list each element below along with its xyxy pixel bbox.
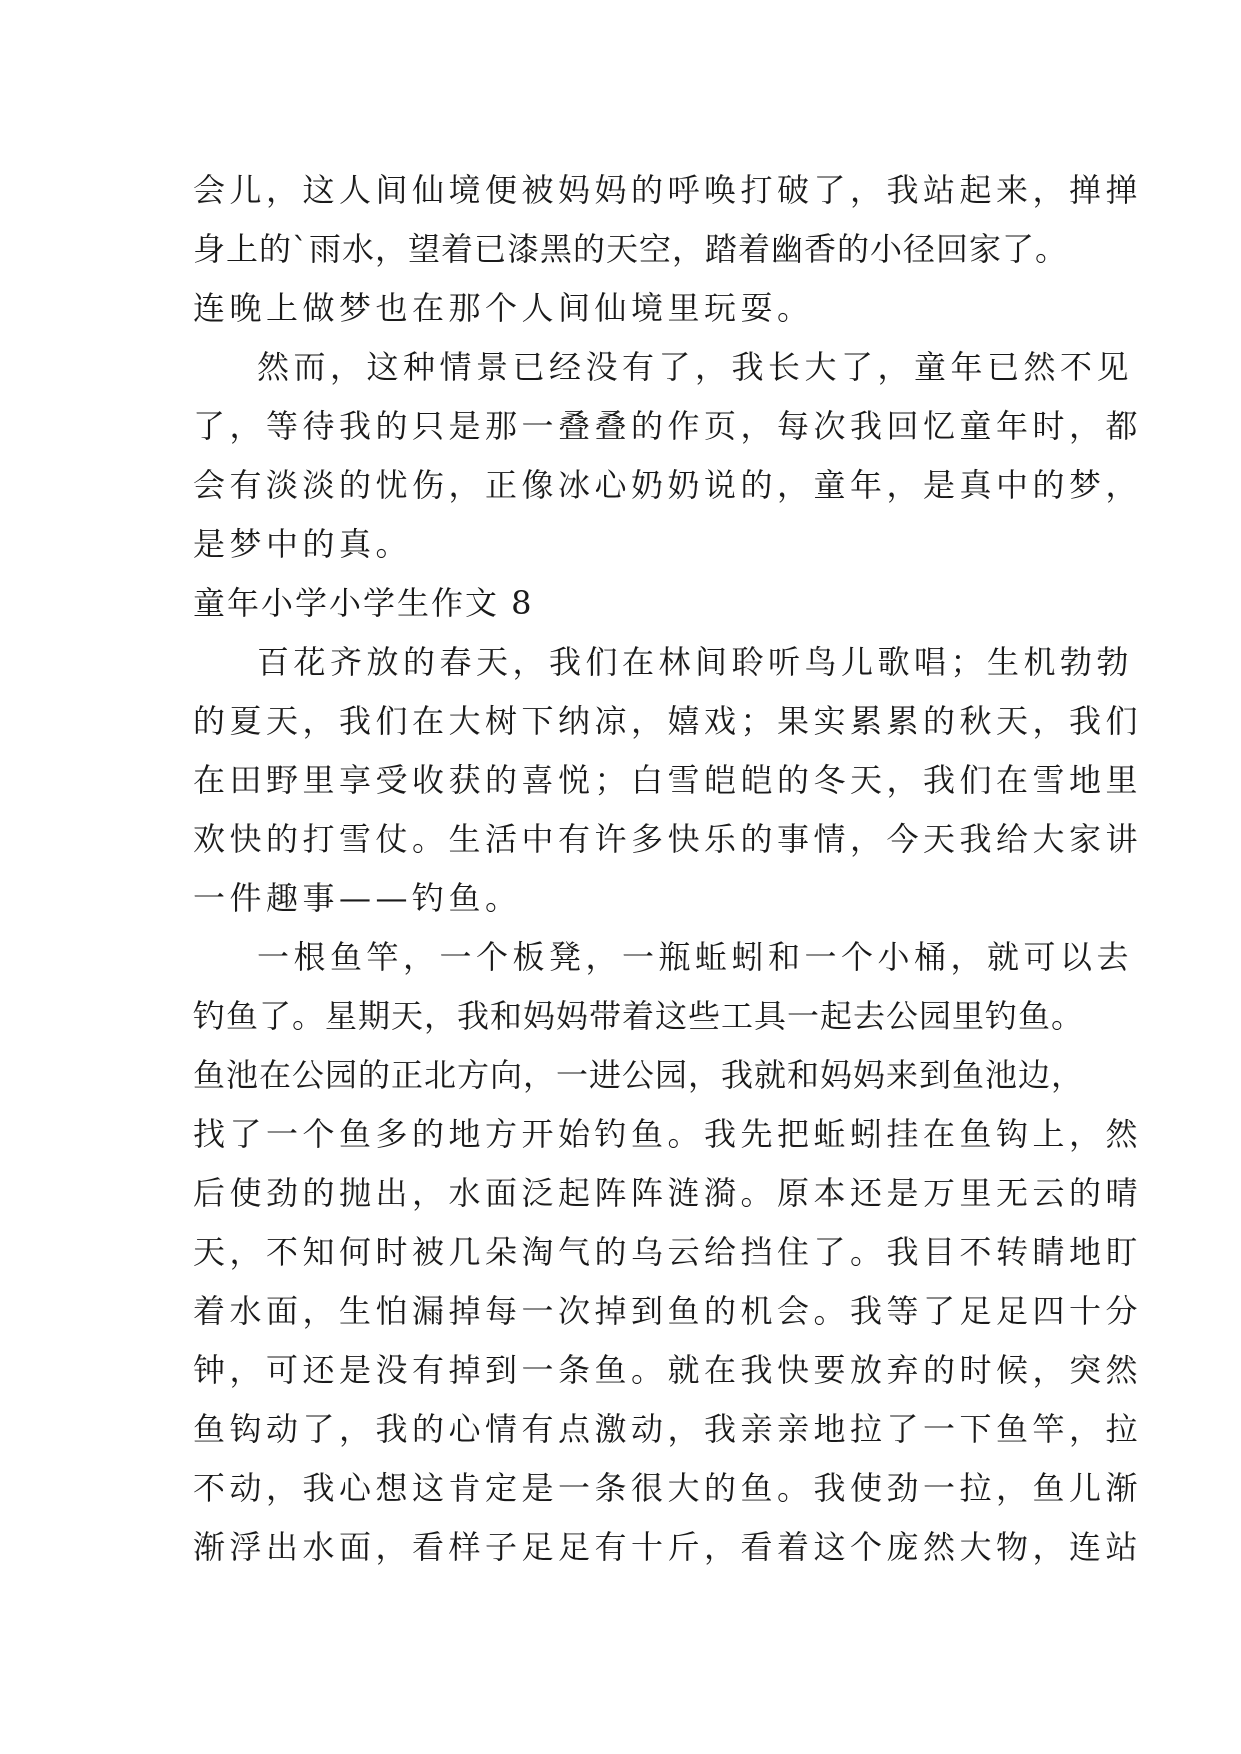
text-line: 鱼池在公园的正北方向，一进公园，我就和妈妈来到鱼池边， (193, 1056, 1085, 1094)
text-line: 钓鱼了。星期天，我和妈妈带着这些工具一起去公园里钓鱼。 (193, 997, 1085, 1035)
text-line: 钟，可还是没有掉到一条鱼。就在我快要放弃的时候，突然 (193, 1351, 1143, 1389)
text-line: 欢快的打雪仗。生活中有许多快乐的事情，今天我给大家讲 (193, 820, 1143, 858)
text-line: 的夏天，我们在大树下纳凉，嬉戏；果实累累的秋天，我们 (193, 702, 1143, 740)
text-line: 是梦中的真。 (193, 525, 413, 563)
text-line: 一件趣事——钓鱼。 (193, 879, 522, 917)
text-line: 然而，这种情景已经没有了，我长大了，童年已然不见 (257, 348, 1134, 386)
text-line: 身上的`雨水，望着已漆黑的天空，踏着幽香的小径回家了。 (193, 230, 1069, 268)
text-line: 百花齐放的春天，我们在林间聆听鸟儿歌唱；生机勃勃 (257, 643, 1134, 681)
text-line: 天，不知何时被几朵淘气的乌云给挡住了。我目不转睛地盯 (193, 1233, 1143, 1271)
text-line: 后使劲的抛出，水面泛起阵阵涟漪。原本还是万里无云的晴 (193, 1174, 1143, 1212)
section-title: 童年小学小学生作文 8 (193, 584, 534, 622)
text-line: 鱼钩动了，我的心情有点激动，我亲亲地拉了一下鱼竿，拉 (193, 1410, 1143, 1448)
text-line: 连晚上做梦也在那个人间仙境里玩耍。 (193, 289, 814, 327)
text-line: 不动，我心想这肯定是一条很大的鱼。我使劲一拉，鱼儿渐 (193, 1469, 1143, 1507)
text-line: 了，等待我的只是那一叠叠的作页，每次我回忆童年时，都 (193, 407, 1143, 445)
text-line: 渐浮出水面，看样子足足有十斤，看着这个庞然大物，连站 (193, 1528, 1143, 1566)
text-line: 一根鱼竿，一个板凳，一瓶蚯蚓和一个小桶，就可以去 (257, 938, 1134, 976)
text-line: 在田野里享受收获的喜悦；白雪皑皑的冬天，我们在雪地里 (193, 761, 1143, 799)
text-line: 会儿，这人间仙境便被妈妈的呼唤打破了，我站起来，掸掸 (193, 171, 1143, 209)
text-line: 找了一个鱼多的地方开始钓鱼。我先把蚯蚓挂在鱼钩上，然 (193, 1115, 1143, 1153)
text-line: 会有淡淡的忧伤，正像冰心奶奶说的，童年，是真中的梦， (193, 466, 1143, 504)
text-line: 着水面，生怕漏掉每一次掉到鱼的机会。我等了足足四十分 (193, 1292, 1143, 1330)
